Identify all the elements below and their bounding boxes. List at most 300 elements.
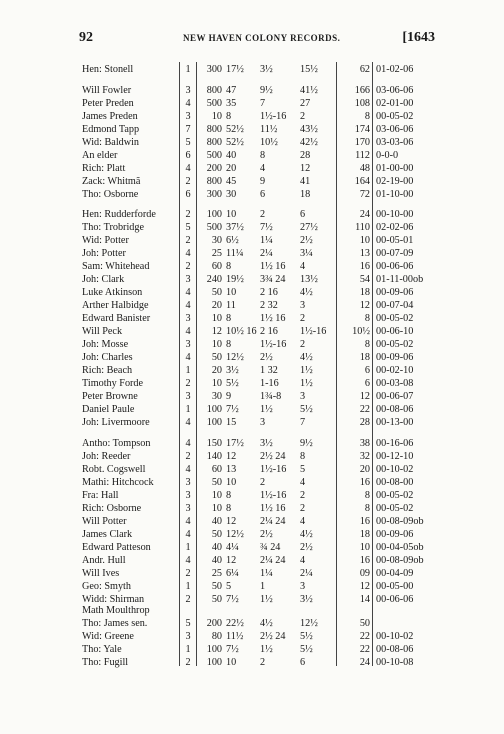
cell-c5: 13½ bbox=[300, 274, 318, 285]
cell-c5: 5½ bbox=[300, 404, 313, 415]
cell-c2: 40 bbox=[211, 555, 222, 566]
person-name: Arther Halbidge bbox=[82, 300, 149, 311]
cell-c4: 11½ bbox=[260, 124, 278, 135]
cell-c3: 12 bbox=[226, 451, 237, 462]
cell-c2: 200 bbox=[206, 163, 222, 174]
cell-c5: 27 bbox=[300, 98, 311, 109]
cell-c2: 40 bbox=[211, 542, 222, 553]
table-row bbox=[0, 528, 504, 541]
cell-c6: 22 bbox=[359, 404, 370, 415]
page-number: 92 bbox=[79, 30, 93, 45]
cell-c1: 5 bbox=[185, 618, 191, 629]
cell-c4: 3 bbox=[260, 417, 266, 428]
cell-c2: 100 bbox=[206, 209, 222, 220]
cell-c6: 6 bbox=[364, 365, 370, 376]
cell-c6: 8 bbox=[364, 490, 370, 501]
person-name: Joh: Mosse bbox=[82, 339, 129, 350]
cell-c5: 4 bbox=[300, 477, 306, 488]
running-title: NEW HAVEN COLONY RECORDS. bbox=[183, 33, 341, 43]
cell-c4: 2 bbox=[260, 657, 266, 668]
person-name: Rich: Beach bbox=[82, 365, 133, 376]
person-name: Luke Atkinson bbox=[82, 287, 143, 298]
cell-c6: 10½ bbox=[352, 326, 370, 337]
cell-c1: 2 bbox=[185, 568, 191, 579]
cell-c7: 03-03-06 bbox=[376, 137, 414, 148]
cell-c2: 60 bbox=[211, 261, 222, 272]
cell-c4: 1½-16 bbox=[260, 111, 287, 122]
cell-c3: 17½ bbox=[226, 64, 244, 75]
cell-c3: 10 bbox=[226, 477, 237, 488]
cell-c4: 3½ bbox=[260, 64, 273, 75]
cell-c5: 2 bbox=[300, 111, 306, 122]
cell-c7: 01-00-00 bbox=[376, 163, 414, 174]
cell-c5: 5½ bbox=[300, 631, 313, 642]
cell-c1: 6 bbox=[185, 150, 191, 161]
cell-c2: 200 bbox=[206, 618, 222, 629]
cell-c5: 4 bbox=[300, 516, 306, 527]
person-name: James Clark bbox=[82, 529, 133, 540]
cell-c1: 3 bbox=[185, 85, 191, 96]
person-name: Rich: Platt bbox=[82, 163, 126, 174]
cell-c6: 16 bbox=[359, 555, 370, 566]
cell-c6: 16 bbox=[359, 516, 370, 527]
cell-c2: 10 bbox=[211, 339, 222, 350]
table-row bbox=[0, 234, 504, 247]
cell-c7: 01-02-06 bbox=[376, 64, 414, 75]
cell-c4: 1 32 bbox=[260, 365, 278, 376]
person-name: Edward Patteson bbox=[82, 542, 151, 553]
cell-c6: 72 bbox=[359, 189, 370, 200]
cell-c2: 10 bbox=[211, 490, 222, 501]
table-row bbox=[0, 604, 504, 617]
cell-c2: 50 bbox=[211, 581, 222, 592]
cell-c4: 1½ 16 bbox=[260, 261, 286, 272]
cell-c6: 174 bbox=[354, 124, 370, 135]
cell-c3: 10 bbox=[226, 287, 237, 298]
cell-c3: 8 bbox=[226, 261, 232, 272]
cell-c4: 1½-16 bbox=[260, 490, 287, 501]
cell-c4: 1½ bbox=[260, 404, 273, 415]
cell-c2: 25 bbox=[211, 248, 222, 259]
cell-c6: 14 bbox=[359, 594, 370, 605]
table-row bbox=[0, 502, 504, 515]
cell-c5: 42½ bbox=[300, 137, 318, 148]
cell-c2: 800 bbox=[206, 124, 222, 135]
cell-c5: 2 bbox=[300, 503, 306, 514]
cell-c5: 5 bbox=[300, 464, 306, 475]
cell-c7: 00-05-02 bbox=[376, 111, 414, 122]
cell-c7: 00-10-00 bbox=[376, 209, 414, 220]
table-row bbox=[0, 188, 504, 201]
cell-c2: 30 bbox=[211, 235, 222, 246]
cell-c5: 9½ bbox=[300, 438, 313, 449]
cell-c7: 0-0-0 bbox=[376, 150, 399, 161]
cell-c4: 1-16 bbox=[260, 378, 279, 389]
table-row bbox=[0, 123, 504, 136]
cell-c3: 8 bbox=[226, 490, 232, 501]
cell-c2: 500 bbox=[206, 150, 222, 161]
cell-c1: 3 bbox=[185, 111, 191, 122]
table-row bbox=[0, 617, 504, 630]
person-name: Tho: Osborne bbox=[82, 189, 139, 200]
table-row bbox=[0, 377, 504, 390]
cell-c2: 800 bbox=[206, 137, 222, 148]
person-name: Rich: Osborne bbox=[82, 503, 142, 514]
cell-c6: 16 bbox=[359, 261, 370, 272]
cell-c7: 00-06-06 bbox=[376, 594, 414, 605]
cell-c3: 6¼ bbox=[226, 568, 239, 579]
person-name: Joh: Clark bbox=[82, 274, 125, 285]
cell-c1: 4 bbox=[185, 248, 191, 259]
cell-c4: 1½-16 bbox=[260, 339, 287, 350]
cell-c2: 100 bbox=[206, 657, 222, 668]
cell-c6: 8 bbox=[364, 503, 370, 514]
cell-c3: 12½ bbox=[226, 352, 244, 363]
cell-c1: 1 bbox=[185, 542, 191, 553]
person-name: Will Fowler bbox=[82, 85, 132, 96]
cell-c1: 3 bbox=[185, 631, 191, 642]
cell-c2: 100 bbox=[206, 644, 222, 655]
cell-c5: 6 bbox=[300, 657, 306, 668]
cell-c4: 2 bbox=[260, 209, 266, 220]
table-row bbox=[0, 476, 504, 489]
person-name: Robt. Cogswell bbox=[82, 464, 146, 475]
person-name: Edmond Tapp bbox=[82, 124, 140, 135]
cell-c5: 15½ bbox=[300, 64, 318, 75]
cell-c1: 4 bbox=[185, 438, 191, 449]
cell-c1: 4 bbox=[185, 326, 191, 337]
cell-c7: 00-05-02 bbox=[376, 503, 414, 514]
cell-c5: 28 bbox=[300, 150, 311, 161]
cell-c4: 1½ 16 bbox=[260, 313, 286, 324]
cell-c2: 50 bbox=[211, 529, 222, 540]
table-row bbox=[0, 97, 504, 110]
person-name: Joh: Livermoore bbox=[82, 417, 150, 428]
cell-c2: 80 bbox=[211, 631, 222, 642]
cell-c2: 240 bbox=[206, 274, 222, 285]
cell-c3: 13 bbox=[226, 464, 237, 475]
cell-c7: 02-19-00 bbox=[376, 176, 414, 187]
cell-c3: 4¼ bbox=[226, 542, 239, 553]
cell-c4: 1½ bbox=[260, 644, 273, 655]
cell-c6: 48 bbox=[359, 163, 370, 174]
cell-c7: 00-16-06 bbox=[376, 438, 414, 449]
cell-c1: 3 bbox=[185, 313, 191, 324]
table-row bbox=[0, 390, 504, 403]
person-name: Peter Preden bbox=[82, 98, 134, 109]
person-name: James Preden bbox=[82, 111, 138, 122]
cell-c2: 100 bbox=[206, 404, 222, 415]
cell-c6: 24 bbox=[359, 657, 370, 668]
cell-c3: 10 bbox=[226, 209, 237, 220]
cell-c5: 41 bbox=[300, 176, 311, 187]
year-marker: [1643 bbox=[402, 30, 435, 45]
cell-c1: 4 bbox=[185, 555, 191, 566]
cell-c7: 00-10-08 bbox=[376, 657, 414, 668]
cell-c5: 2 bbox=[300, 313, 306, 324]
cell-c4: 3¾ 24 bbox=[260, 274, 286, 285]
cell-c2: 10 bbox=[211, 378, 222, 389]
cell-c5: 2 bbox=[300, 490, 306, 501]
cell-c1: 2 bbox=[185, 378, 191, 389]
cell-c3: 9 bbox=[226, 391, 232, 402]
cell-c3: 12½ bbox=[226, 529, 244, 540]
person-name: Tho: James sen. bbox=[82, 618, 148, 629]
cell-c7: 02-01-00 bbox=[376, 98, 414, 109]
cell-c1: 2 bbox=[185, 451, 191, 462]
cell-c2: 50 bbox=[211, 352, 222, 363]
cell-c3: 45 bbox=[226, 176, 237, 187]
page-header bbox=[79, 30, 435, 46]
cell-c7: 00-08-06 bbox=[376, 404, 414, 415]
table-row bbox=[0, 299, 504, 312]
cell-c5: 4 bbox=[300, 555, 306, 566]
cell-c1: 2 bbox=[185, 594, 191, 605]
cell-c2: 20 bbox=[211, 365, 222, 376]
cell-c4: 2 bbox=[260, 477, 266, 488]
cell-c4: 10½ bbox=[260, 137, 278, 148]
cell-c1: 4 bbox=[185, 516, 191, 527]
cell-c7: 00-05-02 bbox=[376, 313, 414, 324]
table-row bbox=[0, 489, 504, 502]
cell-c5: 1½-16 bbox=[300, 326, 327, 337]
person-name: Will Ives bbox=[82, 568, 120, 579]
cell-c2: 300 bbox=[206, 64, 222, 75]
person-name: Joh: Potter bbox=[82, 248, 126, 259]
cell-c1: 4 bbox=[185, 417, 191, 428]
cell-c5: 2½ bbox=[300, 235, 313, 246]
cell-c3: 5 bbox=[226, 581, 232, 592]
cell-c6: 22 bbox=[359, 631, 370, 642]
cell-c4: 1½ 16 bbox=[260, 503, 286, 514]
cell-c4: ¾ 24 bbox=[260, 542, 281, 553]
cell-c5: 3 bbox=[300, 391, 306, 402]
cell-c3: 12 bbox=[226, 516, 237, 527]
cell-c2: 60 bbox=[211, 464, 222, 475]
cell-c4: 1¼ bbox=[260, 568, 273, 579]
cell-c6: 108 bbox=[354, 98, 370, 109]
cell-c3: 30 bbox=[226, 189, 237, 200]
cell-c1: 2 bbox=[185, 235, 191, 246]
cell-c1: 3 bbox=[185, 477, 191, 488]
cell-c3: 37½ bbox=[226, 222, 244, 233]
cell-c1: 4 bbox=[185, 352, 191, 363]
cell-c3: 11½ bbox=[226, 631, 244, 642]
person-name: Wid: Potter bbox=[82, 235, 129, 246]
cell-c7: 01-10-00 bbox=[376, 189, 414, 200]
cell-c3: 8 bbox=[226, 313, 232, 324]
person-name: Geo: Smyth bbox=[82, 581, 131, 592]
cell-c6: 12 bbox=[359, 300, 370, 311]
cell-c4: 2½ bbox=[260, 529, 273, 540]
cell-c5: 4½ bbox=[300, 529, 313, 540]
cell-c3: 8 bbox=[226, 339, 232, 350]
cell-c1: 1 bbox=[185, 64, 191, 75]
cell-c7: 00-09-06 bbox=[376, 529, 414, 540]
table-row bbox=[0, 580, 504, 593]
cell-c4: 3½ bbox=[260, 438, 273, 449]
cell-c7: 00-06-10 bbox=[376, 326, 414, 337]
cell-c5: 18 bbox=[300, 189, 311, 200]
table-row bbox=[0, 273, 504, 286]
table-row bbox=[0, 463, 504, 476]
cell-c6: 112 bbox=[355, 150, 370, 161]
cell-c1: 4 bbox=[185, 287, 191, 298]
cell-c4: 4 bbox=[260, 163, 266, 174]
table-row bbox=[0, 643, 504, 656]
cell-c3: 3½ bbox=[226, 365, 239, 376]
person-name: Andr. Hull bbox=[82, 555, 126, 566]
person-name: Math Moulthrop bbox=[82, 605, 150, 616]
cell-c5: 12 bbox=[300, 163, 311, 174]
person-name: Wid: Baldwin bbox=[82, 137, 140, 148]
cell-c6: 18 bbox=[359, 287, 370, 298]
table-row bbox=[0, 63, 504, 76]
cell-c6: 170 bbox=[354, 137, 370, 148]
cell-c4: 1½ bbox=[260, 594, 273, 605]
cell-c3: 7½ bbox=[226, 594, 239, 605]
table-row bbox=[0, 110, 504, 123]
table-row bbox=[0, 312, 504, 325]
cell-c7: 00-07-09 bbox=[376, 248, 414, 259]
cell-c5: 7 bbox=[300, 417, 306, 428]
cell-c4: 2¼ 24 bbox=[260, 555, 286, 566]
cell-c7: 00-08-06 bbox=[376, 644, 414, 655]
cell-c3: 10 bbox=[226, 657, 237, 668]
cell-c7: 02-02-06 bbox=[376, 222, 414, 233]
cell-c6: 110 bbox=[355, 222, 370, 233]
cell-c6: 10 bbox=[359, 235, 370, 246]
cell-c6: 12 bbox=[359, 391, 370, 402]
table-row bbox=[0, 541, 504, 554]
cell-c5: 1½ bbox=[300, 378, 313, 389]
cell-c2: 500 bbox=[206, 98, 222, 109]
cell-c5: 5½ bbox=[300, 644, 313, 655]
cell-c3: 22½ bbox=[226, 618, 244, 629]
cell-c2: 100 bbox=[206, 417, 222, 428]
cell-c6: 32 bbox=[359, 451, 370, 462]
person-name: Widd: Shirman bbox=[82, 594, 145, 605]
cell-c2: 800 bbox=[206, 176, 222, 187]
cell-c5: 1½ bbox=[300, 365, 313, 376]
cell-c3: 7½ bbox=[226, 404, 239, 415]
table-row bbox=[0, 175, 504, 188]
cell-c6: 18 bbox=[359, 352, 370, 363]
cell-c4: 1¾-8 bbox=[260, 391, 282, 402]
cell-c2: 20 bbox=[211, 300, 222, 311]
cell-c7: 00-09-06 bbox=[376, 287, 414, 298]
cell-c7: 00-04-09 bbox=[376, 568, 414, 579]
cell-c1: 3 bbox=[185, 391, 191, 402]
person-name: Tho: Yale bbox=[82, 644, 122, 655]
cell-c3: 11 bbox=[226, 300, 236, 311]
person-name: Daniel Paule bbox=[82, 404, 135, 415]
cell-c7: 00-03-08 bbox=[376, 378, 414, 389]
table-row bbox=[0, 260, 504, 273]
cell-c1: 4 bbox=[185, 163, 191, 174]
cell-c6: 8 bbox=[364, 313, 370, 324]
cell-c6: 20 bbox=[359, 464, 370, 475]
table-row bbox=[0, 136, 504, 149]
cell-c1: 4 bbox=[185, 464, 191, 475]
person-name: Sam: Whitehead bbox=[82, 261, 150, 272]
table-row bbox=[0, 656, 504, 669]
cell-c3: 19½ bbox=[226, 274, 244, 285]
cell-c4: 2½ bbox=[260, 352, 273, 363]
person-name: Timothy Forde bbox=[82, 378, 144, 389]
cell-c7: 00-06-07 bbox=[376, 391, 414, 402]
cell-c1: 1 bbox=[185, 644, 191, 655]
cell-c1: 7 bbox=[185, 124, 191, 135]
cell-c4: 2 16 bbox=[260, 326, 278, 337]
cell-c5: 12½ bbox=[300, 618, 318, 629]
cell-c6: 6 bbox=[364, 378, 370, 389]
cell-c4: 7½ bbox=[260, 222, 273, 233]
cell-c6: 62 bbox=[359, 64, 370, 75]
cell-c5: 4½ bbox=[300, 352, 313, 363]
cell-c3: 5½ bbox=[226, 378, 239, 389]
table-row bbox=[0, 208, 504, 221]
cell-c6: 166 bbox=[354, 85, 370, 96]
cell-c3: 8 bbox=[226, 503, 232, 514]
cell-c6: 24 bbox=[359, 209, 370, 220]
cell-c7: 01-11-00ob bbox=[376, 274, 424, 285]
cell-c1: 5 bbox=[185, 137, 191, 148]
cell-c3: 52½ bbox=[226, 124, 244, 135]
table-row bbox=[0, 162, 504, 175]
table-row bbox=[0, 416, 504, 429]
cell-c3: 17½ bbox=[226, 438, 244, 449]
person-name: Will Potter bbox=[82, 516, 127, 527]
person-name: An elder bbox=[82, 150, 118, 161]
cell-c4: 1 bbox=[260, 581, 266, 592]
cell-c6: 22 bbox=[359, 644, 370, 655]
cell-c1: 4 bbox=[185, 300, 191, 311]
cell-c1: 4 bbox=[185, 529, 191, 540]
cell-c1: 2 bbox=[185, 261, 191, 272]
cell-c1: 2 bbox=[185, 209, 191, 220]
cell-c4: 1½-16 bbox=[260, 464, 287, 475]
cell-c6: 164 bbox=[354, 176, 370, 187]
cell-c2: 150 bbox=[206, 438, 222, 449]
cell-c6: 50 bbox=[359, 618, 370, 629]
cell-c6: 8 bbox=[364, 111, 370, 122]
table-row bbox=[0, 221, 504, 234]
cell-c5: 2¼ bbox=[300, 568, 313, 579]
cell-c2: 800 bbox=[206, 85, 222, 96]
cell-c1: 1 bbox=[185, 365, 191, 376]
cell-c1: 3 bbox=[185, 339, 191, 350]
cell-c3: 11¼ bbox=[226, 248, 244, 259]
cell-c6: 54 bbox=[359, 274, 370, 285]
cell-c6: 16 bbox=[359, 477, 370, 488]
table-row bbox=[0, 630, 504, 643]
cell-c2: 10 bbox=[211, 503, 222, 514]
table-row bbox=[0, 84, 504, 97]
person-name: Will Peck bbox=[82, 326, 123, 337]
table-row bbox=[0, 351, 504, 364]
table-row bbox=[0, 247, 504, 260]
cell-c6: 10 bbox=[359, 542, 370, 553]
cell-c2: 25 bbox=[211, 568, 222, 579]
cell-c5: 6 bbox=[300, 209, 306, 220]
cell-c7: 00-06-06 bbox=[376, 261, 414, 272]
cell-c4: 2½ 24 bbox=[260, 631, 286, 642]
cell-c2: 140 bbox=[206, 451, 222, 462]
cell-c4: 6 bbox=[260, 189, 266, 200]
cell-c4: 2 16 bbox=[260, 287, 278, 298]
cell-c3: 8 bbox=[226, 111, 232, 122]
